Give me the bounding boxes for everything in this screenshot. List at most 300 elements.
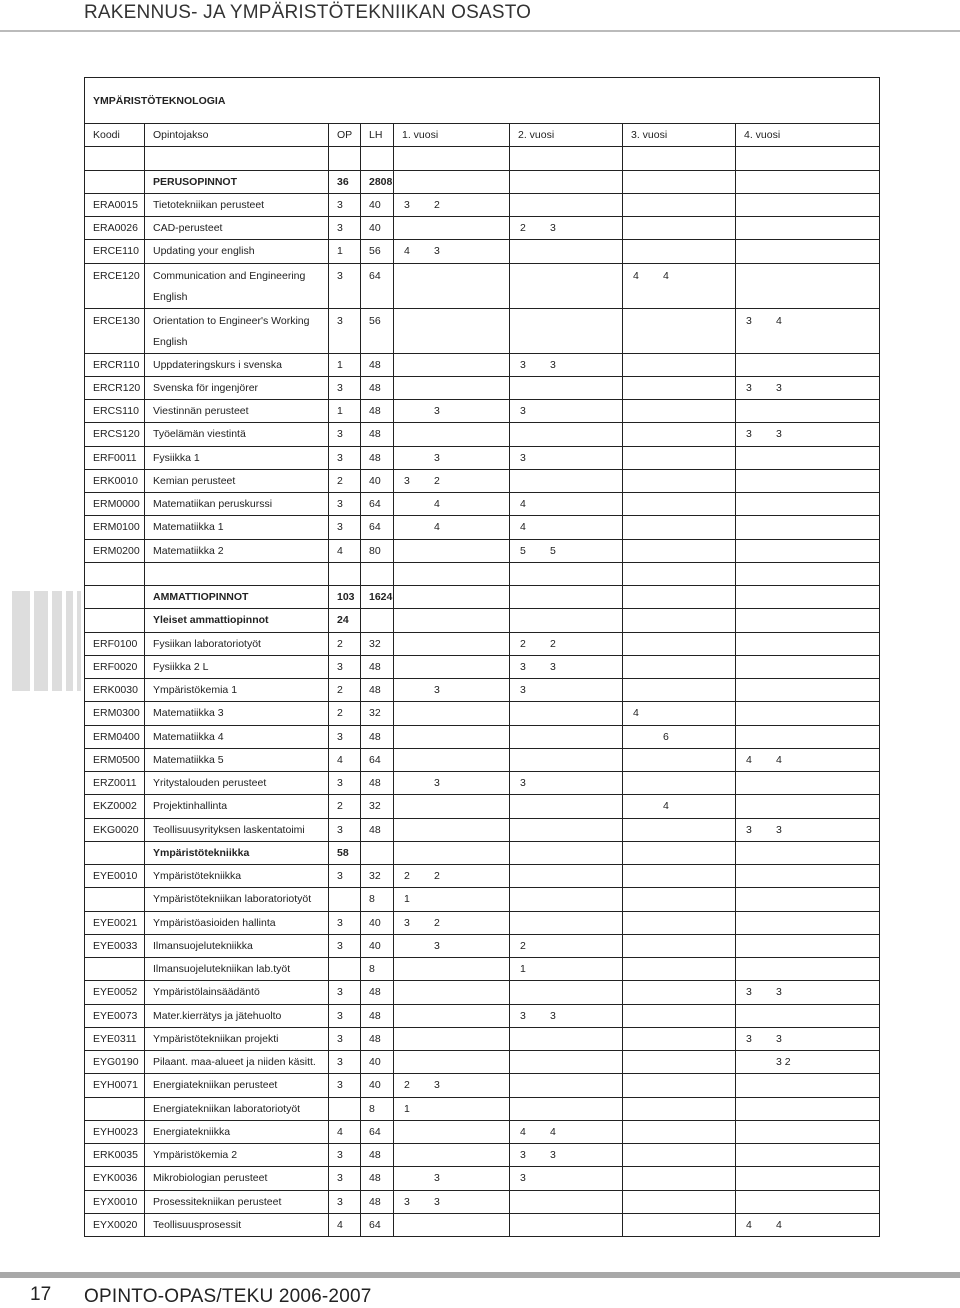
footer-title: OPINTO-OPAS/TEKU 2006-2007	[84, 1286, 372, 1307]
section-row	[85, 170, 880, 193]
hours-lh: 40	[361, 911, 394, 934]
period-2-credits: 4	[776, 1218, 782, 1231]
credits-op: 3	[329, 423, 361, 446]
year-3-cell	[623, 193, 736, 216]
course-name-text: Työelämän viestintä	[153, 428, 246, 441]
year-4-cell	[736, 655, 880, 678]
program-title-row	[85, 78, 880, 124]
year-2-cell	[510, 702, 623, 725]
course-code: ERCE130	[85, 308, 145, 353]
year-2-cell	[510, 376, 623, 399]
course-row	[85, 263, 880, 308]
year-3-cell	[623, 609, 736, 632]
page-number: 17	[30, 1284, 52, 1305]
course-name-text: Ilmansuojelutekniikka	[153, 939, 253, 952]
course-row	[85, 1120, 880, 1143]
course-name	[145, 1097, 329, 1120]
credits-op: 3	[329, 981, 361, 1004]
course-name-text: Matematiikka 2	[153, 544, 224, 557]
year-4-cell	[736, 493, 880, 516]
year-3-cell	[623, 539, 736, 562]
course-name	[145, 1120, 329, 1143]
year-3-cell	[623, 981, 736, 1004]
year-3-cell	[623, 1167, 736, 1190]
course-row	[85, 400, 880, 423]
course-name-text: Matematiikka 5	[153, 753, 224, 766]
course-name-text: Teollisuusyrityksen laskentatoimi	[153, 823, 305, 836]
year-4-cell	[736, 1051, 880, 1074]
credits-op: 3	[329, 1051, 361, 1074]
year-3-cell	[623, 911, 736, 934]
hours-lh: 8	[361, 958, 394, 981]
hours-lh: 56	[361, 308, 394, 353]
hours-lh: 8	[361, 1097, 394, 1120]
credits-op: 4	[329, 539, 361, 562]
period-2-credits: 3	[434, 1172, 440, 1185]
course-name	[145, 353, 329, 376]
empty-cell	[145, 147, 329, 170]
hours-lh: 48	[361, 1167, 394, 1190]
course-name-text: Energiatekniikka	[153, 1125, 231, 1138]
hours-lh: 48	[361, 400, 394, 423]
year-3-cell	[623, 841, 736, 864]
year-3-cell	[623, 1190, 736, 1213]
course-name-text: Communication and Engineering	[153, 269, 306, 282]
hours-lh: 48	[361, 772, 394, 795]
course-name	[145, 865, 329, 888]
year-3-cell	[623, 1120, 736, 1143]
hours-lh: 40	[361, 1051, 394, 1074]
course-name	[145, 748, 329, 771]
course-name-text: Mater.kierrätys ja jätehuolto	[153, 1009, 282, 1022]
course-name	[145, 1027, 329, 1050]
credits-op: 3	[329, 308, 361, 353]
period-2-credits: 3	[550, 358, 556, 371]
course-name-text: Ympäristökemia 2	[153, 1149, 238, 1162]
year-2-cell	[510, 795, 623, 818]
course-name	[145, 1144, 329, 1167]
year-2-cell	[510, 1051, 623, 1074]
col-header-year4: 4. vuosi	[736, 124, 880, 147]
year-1-cell	[394, 170, 510, 193]
hours-lh: 32	[361, 865, 394, 888]
course-row	[85, 981, 880, 1004]
year-2-cell	[510, 400, 623, 423]
course-code	[85, 609, 145, 632]
course-code: ERCR120	[85, 376, 145, 399]
year-1-cell	[394, 632, 510, 655]
credits-op	[329, 1097, 361, 1120]
credits-op: 3	[329, 1190, 361, 1213]
course-row	[85, 655, 880, 678]
course-name	[145, 725, 329, 748]
column-header-row	[85, 124, 880, 147]
course-name	[145, 934, 329, 957]
year-3-cell	[623, 469, 736, 492]
course-name	[145, 911, 329, 934]
period-1-credits: 4	[404, 245, 410, 258]
year-3-cell	[623, 423, 736, 446]
year-4-cell	[736, 423, 880, 446]
credits-op: 2	[329, 702, 361, 725]
year-3-cell	[623, 516, 736, 539]
course-code: EYE0311	[85, 1027, 145, 1050]
course-row	[85, 865, 880, 888]
year-1-cell	[394, 1190, 510, 1213]
credits-op: 4	[329, 1213, 361, 1236]
course-code: ERZ0011	[85, 772, 145, 795]
course-code: EYE0052	[85, 981, 145, 1004]
year-2-cell	[510, 263, 623, 308]
course-code: EYH0071	[85, 1074, 145, 1097]
empty-cell	[85, 147, 145, 170]
year-4-cell	[736, 400, 880, 423]
year-3-cell	[623, 818, 736, 841]
course-name	[145, 400, 329, 423]
course-code: ERM0100	[85, 516, 145, 539]
period-1-credits: 3	[746, 823, 752, 836]
course-name-text: Matematiikan peruskurssi	[153, 498, 273, 511]
period-1-credits: 1	[404, 1102, 410, 1115]
course-code	[85, 170, 145, 193]
year-3-cell	[623, 655, 736, 678]
credits-op: 3	[329, 1074, 361, 1097]
year-4-cell	[736, 539, 880, 562]
period-1-credits: 2	[404, 870, 410, 883]
course-row	[85, 702, 880, 725]
course-code: ERCE120	[85, 263, 145, 308]
col-header-code: Koodi	[85, 124, 145, 147]
hours-lh: 48	[361, 423, 394, 446]
year-1-cell	[394, 423, 510, 446]
period-1-credits: 3	[520, 451, 526, 464]
course-name	[145, 1190, 329, 1213]
period-2-credits: 2	[434, 916, 440, 929]
course-code: EYK0036	[85, 1167, 145, 1190]
year-1-cell	[394, 1120, 510, 1143]
year-1-cell	[394, 958, 510, 981]
credits-op: 3	[329, 1167, 361, 1190]
course-row	[85, 217, 880, 240]
period-2-credits: 3 2	[776, 1056, 791, 1069]
credits-op: 2	[329, 632, 361, 655]
course-name-text: Updating your english	[153, 245, 255, 258]
hours-lh: 80	[361, 539, 394, 562]
year-3-cell	[623, 1051, 736, 1074]
year-2-cell	[510, 539, 623, 562]
year-4-cell	[736, 865, 880, 888]
credits-op: 3	[329, 725, 361, 748]
col-header-course: Opintojakso	[145, 124, 329, 147]
header-rule	[0, 30, 960, 32]
period-2-credits: 3	[434, 777, 440, 790]
year-3-cell	[623, 1097, 736, 1120]
period-1-credits: 3	[404, 1195, 410, 1208]
course-name-text: Matematiikka 3	[153, 707, 224, 720]
credits-op: 36	[329, 170, 361, 193]
year-2-cell	[510, 725, 623, 748]
period-2-credits: 4	[776, 314, 782, 327]
year-4-cell	[736, 586, 880, 609]
course-row	[85, 748, 880, 771]
period-1-credits: 3	[404, 198, 410, 211]
section-row	[85, 841, 880, 864]
period-1-credits: 3	[404, 474, 410, 487]
period-1-credits: 3	[520, 660, 526, 673]
credits-op: 2	[329, 679, 361, 702]
period-1-credits: 4	[746, 1218, 752, 1231]
period-1-credits: 3	[746, 1032, 752, 1045]
year-2-cell	[510, 193, 623, 216]
course-row	[85, 516, 880, 539]
hours-lh: 48	[361, 353, 394, 376]
credits-op: 3	[329, 217, 361, 240]
course-name-text: Ympäristötekniikka	[153, 846, 250, 859]
course-name	[145, 679, 329, 702]
period-1-credits: 2	[520, 222, 526, 235]
hours-lh: 40	[361, 934, 394, 957]
year-2-cell	[510, 958, 623, 981]
period-2-credits: 3	[776, 1032, 782, 1045]
course-name-text: PERUSOPINNOT	[153, 175, 238, 188]
hours-lh: 40	[361, 1074, 394, 1097]
year-3-cell	[623, 702, 736, 725]
year-1-cell	[394, 865, 510, 888]
year-4-cell	[736, 702, 880, 725]
period-2-credits: 4	[663, 269, 669, 282]
year-1-cell	[394, 1213, 510, 1236]
course-name	[145, 446, 329, 469]
course-code	[85, 888, 145, 911]
year-1-cell	[394, 400, 510, 423]
year-4-cell	[736, 888, 880, 911]
course-name	[145, 263, 329, 308]
hours-lh: 48	[361, 1190, 394, 1213]
period-2-credits: 3	[550, 1009, 556, 1022]
course-row	[85, 1190, 880, 1213]
year-1-cell	[394, 888, 510, 911]
period-2-credits: 3	[434, 451, 440, 464]
year-1-cell	[394, 795, 510, 818]
year-4-cell	[736, 353, 880, 376]
year-2-cell	[510, 493, 623, 516]
hours-lh: 2808	[361, 170, 394, 193]
year-4-cell	[736, 308, 880, 353]
year-2-cell	[510, 911, 623, 934]
period-1-credits: 3	[746, 986, 752, 999]
footer-bar	[0, 1272, 960, 1278]
year-1-cell	[394, 1027, 510, 1050]
section-row	[85, 586, 880, 609]
year-2-cell	[510, 934, 623, 957]
year-3-cell	[623, 217, 736, 240]
course-code: ERM0000	[85, 493, 145, 516]
year-1-cell	[394, 748, 510, 771]
year-3-cell	[623, 1027, 736, 1050]
year-4-cell	[736, 469, 880, 492]
year-3-cell	[623, 493, 736, 516]
year-4-cell	[736, 1097, 880, 1120]
empty-cell	[394, 562, 510, 585]
course-name	[145, 818, 329, 841]
year-3-cell	[623, 632, 736, 655]
year-3-cell	[623, 865, 736, 888]
course-name-text: Yritystalouden perusteet	[153, 777, 267, 790]
credits-op: 3	[329, 865, 361, 888]
course-name	[145, 1074, 329, 1097]
period-1-credits: 3	[746, 428, 752, 441]
credits-op: 4	[329, 748, 361, 771]
side-stripes-decoration	[12, 591, 84, 691]
year-1-cell	[394, 217, 510, 240]
course-name	[145, 586, 329, 609]
year-4-cell	[736, 609, 880, 632]
hours-lh: 1624	[361, 586, 394, 609]
period-2-credits: 3	[434, 939, 440, 952]
hours-lh	[361, 609, 394, 632]
year-4-cell	[736, 1167, 880, 1190]
credits-op: 4	[329, 1120, 361, 1143]
course-row	[85, 539, 880, 562]
year-4-cell	[736, 748, 880, 771]
hours-lh: 32	[361, 702, 394, 725]
year-1-cell	[394, 263, 510, 308]
empty-cell	[329, 562, 361, 585]
course-name-text: Fysiikka 2 L	[153, 660, 209, 673]
course-name	[145, 308, 329, 353]
col-header-year3: 3. vuosi	[623, 124, 736, 147]
course-row	[85, 1167, 880, 1190]
course-name-text: Ilmansuojelutekniikan lab.työt	[153, 963, 291, 976]
credits-op: 3	[329, 1004, 361, 1027]
year-4-cell	[736, 958, 880, 981]
course-name-text: Ympäristölainsäädäntö	[153, 986, 260, 999]
section-row	[85, 609, 880, 632]
course-code: EYE0010	[85, 865, 145, 888]
year-1-cell	[394, 725, 510, 748]
course-name	[145, 888, 329, 911]
year-4-cell	[736, 193, 880, 216]
year-1-cell	[394, 446, 510, 469]
course-row	[85, 1213, 880, 1236]
credits-op: 1	[329, 353, 361, 376]
year-3-cell	[623, 679, 736, 702]
year-1-cell	[394, 493, 510, 516]
credits-op: 24	[329, 609, 361, 632]
course-row	[85, 1097, 880, 1120]
year-3-cell	[623, 958, 736, 981]
course-code	[85, 1097, 145, 1120]
year-1-cell	[394, 1074, 510, 1097]
period-1-credits: 3	[520, 405, 526, 418]
year-4-cell	[736, 934, 880, 957]
course-row	[85, 446, 880, 469]
course-row	[85, 353, 880, 376]
course-code: EKG0020	[85, 818, 145, 841]
course-row	[85, 934, 880, 957]
course-name-text: Fysiikan laboratoriotyöt	[153, 637, 261, 650]
year-2-cell	[510, 217, 623, 240]
course-code: EYH0023	[85, 1120, 145, 1143]
hours-lh: 64	[361, 748, 394, 771]
year-4-cell	[736, 240, 880, 263]
period-2-credits: 3	[434, 1079, 440, 1092]
year-2-cell	[510, 888, 623, 911]
course-code: ERA0015	[85, 193, 145, 216]
period-1-credits: 1	[520, 963, 526, 976]
course-row	[85, 308, 880, 353]
year-1-cell	[394, 376, 510, 399]
period-2-credits: 4	[776, 753, 782, 766]
year-2-cell	[510, 841, 623, 864]
year-1-cell	[394, 353, 510, 376]
period-1-credits: 2	[520, 939, 526, 952]
year-3-cell	[623, 308, 736, 353]
empty-cell	[736, 147, 880, 170]
credits-op: 2	[329, 795, 361, 818]
course-row	[85, 376, 880, 399]
spacer-row	[85, 562, 880, 585]
course-name-text-line2: English	[153, 290, 188, 303]
period-2-credits: 4	[434, 498, 440, 511]
course-name	[145, 240, 329, 263]
course-name	[145, 1167, 329, 1190]
year-2-cell	[510, 1074, 623, 1097]
year-3-cell	[623, 725, 736, 748]
course-name-text: Ympäristötekniikan laboratoriotyöt	[153, 893, 312, 906]
period-2-credits: 2	[434, 474, 440, 487]
course-name-text: Ympäristötekniikka	[153, 870, 242, 883]
course-name-text: Fysiikka 1	[153, 451, 200, 464]
year-4-cell	[736, 376, 880, 399]
period-1-credits: 3	[520, 777, 526, 790]
period-2-credits: 5	[550, 544, 556, 557]
hours-lh: 8	[361, 888, 394, 911]
credits-op: 3	[329, 1027, 361, 1050]
period-1-credits: 4	[520, 498, 526, 511]
spacer-row	[85, 147, 880, 170]
hours-lh: 48	[361, 1144, 394, 1167]
course-name-text: Projektinhallinta	[153, 800, 228, 813]
year-3-cell	[623, 934, 736, 957]
year-3-cell	[623, 586, 736, 609]
year-4-cell	[736, 1074, 880, 1097]
course-row	[85, 888, 880, 911]
year-2-cell	[510, 1097, 623, 1120]
empty-cell	[329, 147, 361, 170]
course-row	[85, 772, 880, 795]
course-name-text: Energiatekniikan perusteet	[153, 1079, 278, 1092]
year-2-cell	[510, 655, 623, 678]
course-name-text: Kemian perusteet	[153, 474, 236, 487]
course-code	[85, 958, 145, 981]
hours-lh: 32	[361, 632, 394, 655]
year-2-cell	[510, 1004, 623, 1027]
course-row	[85, 240, 880, 263]
year-1-cell	[394, 934, 510, 957]
year-4-cell	[736, 772, 880, 795]
col-header-op: OP	[329, 124, 361, 147]
period-1-credits: 4	[633, 269, 639, 282]
hours-lh: 48	[361, 1027, 394, 1050]
course-name-text: Yleiset ammattiopinnot	[153, 614, 269, 627]
period-1-credits: 3	[520, 1172, 526, 1185]
year-2-cell	[510, 170, 623, 193]
hours-lh: 48	[361, 446, 394, 469]
year-1-cell	[394, 193, 510, 216]
year-2-cell	[510, 1027, 623, 1050]
year-4-cell	[736, 795, 880, 818]
